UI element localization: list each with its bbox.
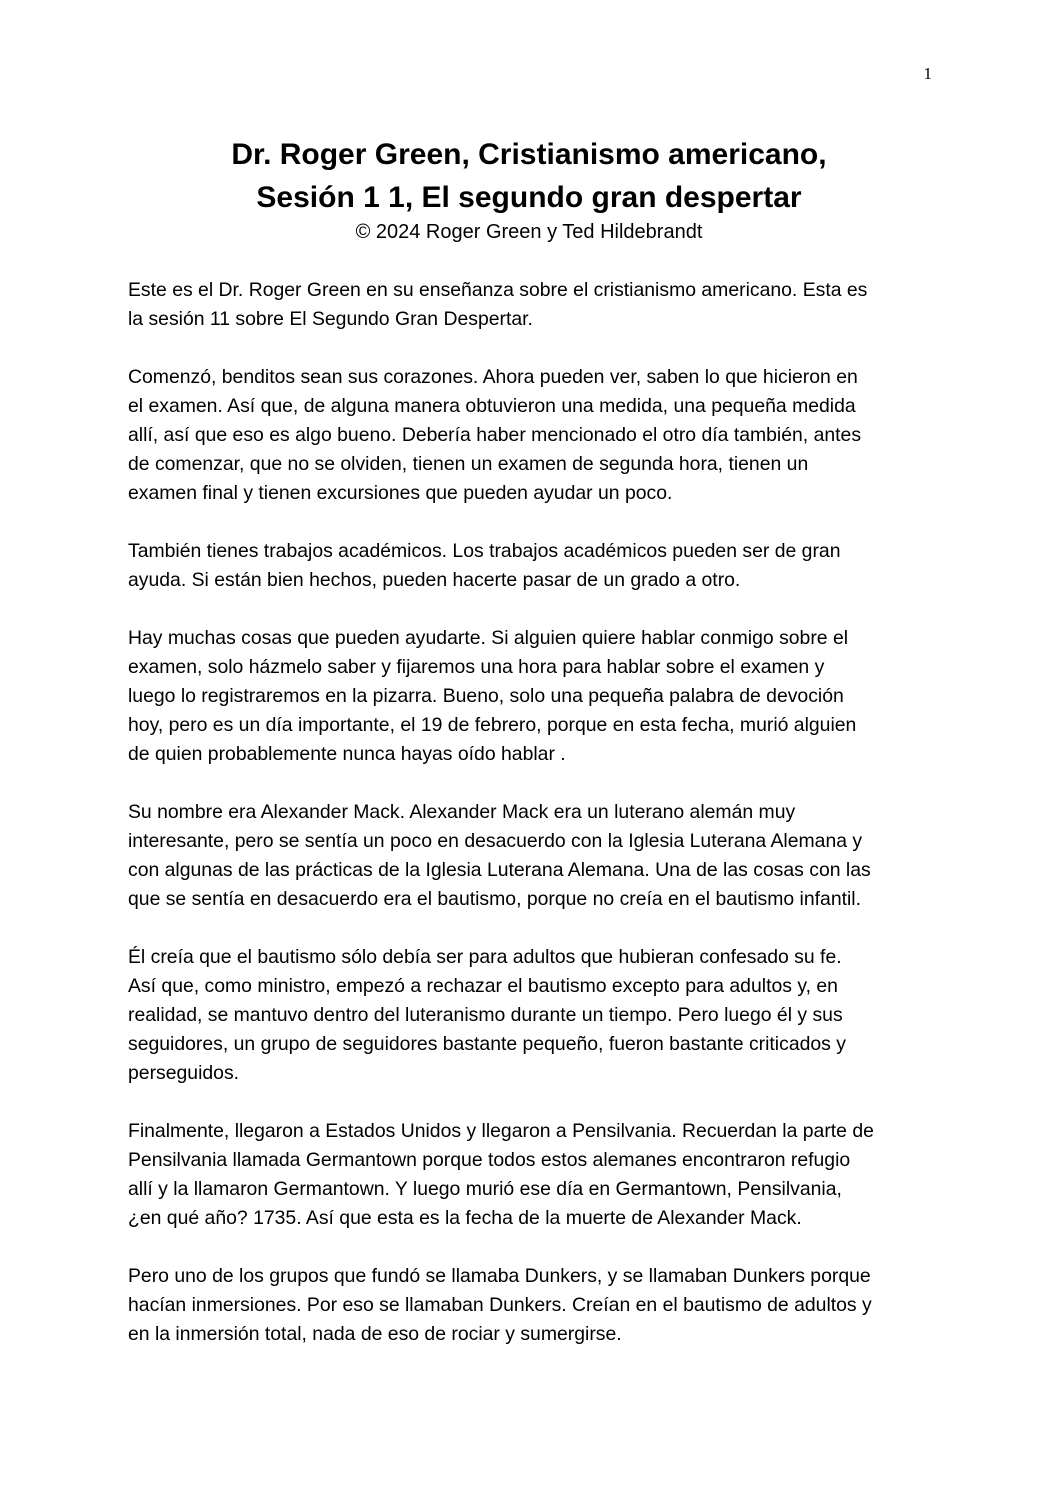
- paragraph-line: Pensilvania llamada Germantown porque todos estos alemanes encontraron refugio: [128, 1149, 851, 1171]
- title-block: [128, 133, 930, 245]
- paragraph-line: luego lo registraremos en la pizarra. Bueno, solo una pequeña palabra de devoción: [128, 685, 844, 707]
- paragraph-line: con algunas de las prácticas de la Iglesia Luterana Alemana. Una de las cosas con las: [128, 859, 871, 881]
- paragraph-line: que se sentía en desacuerdo era el bautismo, porque no creía en el bautismo infantil.: [128, 888, 862, 910]
- page-number: 1: [923, 64, 932, 83]
- paragraph-4: [128, 624, 930, 769]
- paragraph-2: [128, 363, 930, 508]
- paragraph-line: Finalmente, llegaron a Estados Unidos y llegaron a Pensilvania. Recuerdan la parte de: [128, 1120, 874, 1142]
- paragraph-line: perseguidos.: [128, 1062, 240, 1084]
- paragraph-line: hoy, pero es un día importante, el 19 de febrero, porque en esta fecha, murió alguien: [128, 714, 857, 736]
- paragraph-line: de comenzar, que no se olviden, tienen un examen de segunda hora, tienen un: [128, 453, 809, 475]
- paragraph-line: Él creía que el bautismo sólo debía ser para adultos que hubieran confesado su fe.: [128, 946, 842, 968]
- paragraph-line: examen, solo házmelo saber y fijaremos una hora para hablar sobre el examen y: [128, 656, 825, 678]
- paragraph-line: allí y la llamaron Germantown. Y luego murió ese día en Germantown, Pensilvania,: [128, 1178, 842, 1200]
- paragraph-line: Así que, como ministro, empezó a rechazar el bautismo excepto para adultos y, en: [128, 975, 838, 997]
- paragraph-8: [128, 1262, 930, 1349]
- paragraph-line: allí, así que eso es algo bueno. Debería haber mencionado el otro día también, antes: [128, 424, 862, 446]
- paragraph-1: [128, 276, 930, 334]
- paragraph-line: Pero uno de los grupos que fundó se llamaba Dunkers, y se llamaban Dunkers porque: [128, 1265, 871, 1287]
- paragraph-line: También tienes trabajos académicos. Los trabajos académicos pueden ser de gran: [128, 540, 841, 562]
- copyright-notice: © 2024 Roger Green y Ted Hildebrandt: [355, 221, 703, 243]
- paragraph-line: Su nombre era Alexander Mack. Alexander Mack era un luterano alemán muy: [128, 801, 796, 823]
- paragraph-line: en la inmersión total, nada de eso de rociar y sumergirse.: [128, 1323, 622, 1345]
- paragraph-5: [128, 798, 930, 914]
- paragraph-7: [128, 1117, 930, 1233]
- paragraph-line: seguidores, un grupo de seguidores bastante pequeño, fueron bastante criticados y: [128, 1033, 846, 1055]
- paragraph-line: Comenzó, benditos sean sus corazones. Ahora pueden ver, saben lo que hicieron en: [128, 366, 858, 388]
- paragraph-line: el examen. Así que, de alguna manera obtuvieron una medida, una pequeña medida: [128, 395, 856, 417]
- title-line-2: Sesión 1 1, El segundo gran despertar: [256, 181, 802, 214]
- paragraph-6: [128, 943, 930, 1088]
- title-line-1: Dr. Roger Green, Cristianismo americano,: [231, 138, 827, 171]
- paragraph-line: hacían inmersiones. Por eso se llamaban Dunkers. Creían en el bautismo de adultos y: [128, 1294, 872, 1316]
- paragraph-line: ayuda. Si están bien hechos, pueden hacerte pasar de un grado a otro.: [128, 569, 741, 591]
- paragraph-line: Este es el Dr. Roger Green en su enseñanza sobre el cristianismo americano. Esta es: [128, 279, 868, 301]
- paragraph-line: la sesión 11 sobre El Segundo Gran Despertar.: [128, 308, 533, 330]
- paragraph-line: interesante, pero se sentía un poco en desacuerdo con la Iglesia Luterana Alemana y: [128, 830, 863, 852]
- paragraph-line: de quien probablemente nunca hayas oído hablar .: [128, 743, 566, 765]
- paragraph-3: [128, 537, 930, 595]
- paragraph-line: ¿en qué año? 1735. Así que esta es la fecha de la muerte de Alexander Mack.: [128, 1207, 802, 1229]
- paragraph-line: examen final y tienen excursiones que pueden ayudar un poco.: [128, 482, 673, 504]
- paragraph-line: realidad, se mantuvo dentro del luteranismo durante un tiempo. Pero luego él y sus: [128, 1004, 843, 1026]
- paragraph-line: Hay muchas cosas que pueden ayudarte. Si alguien quiere hablar conmigo sobre el: [128, 627, 849, 649]
- body-text: [128, 276, 930, 1378]
